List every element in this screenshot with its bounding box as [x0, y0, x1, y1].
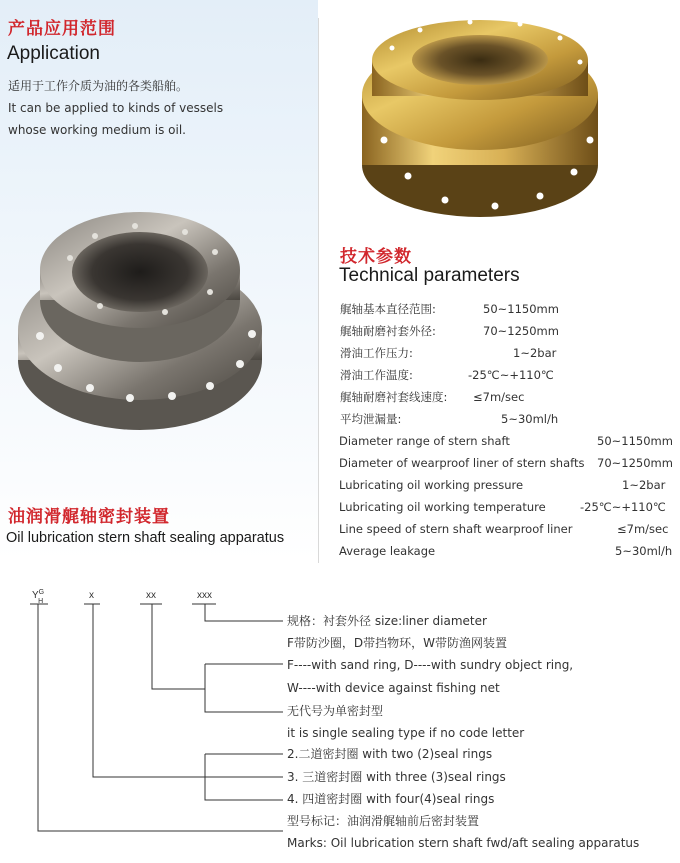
table-row: [339, 519, 674, 539]
technical-title-cn: 技术参数: [340, 247, 412, 267]
param-label: Line speed of stern shaft wearproof liner: [339, 522, 573, 536]
legend-line: F带防沙圈，D带挡物环，W带防渔网装置: [287, 636, 508, 650]
table-row: [340, 343, 580, 363]
param-label: 滑油工作压力:: [340, 346, 413, 360]
model-code-y: $Y^G$: [32, 589, 45, 601]
product-title-en: Oil lubrication stern shaft sealing apparatus: [6, 530, 285, 546]
param-value: ≤7m/sec: [617, 522, 669, 536]
application-desc-en-1: It can be applied to kinds of vessels: [8, 101, 224, 115]
legend-line: F----with sand ring, D----with sundry object ring,: [287, 658, 574, 672]
param-label: 艉轴耐磨衬套外径:: [340, 324, 436, 338]
table-row: [340, 299, 580, 319]
param-value: -25℃~+110℃: [580, 500, 666, 514]
technical-title-en: Technical parameters: [339, 265, 520, 286]
param-value: 70~1250mm: [483, 324, 559, 338]
param-label: 艉轴耐磨衬套线速度:: [340, 390, 448, 404]
param-value: 50~1150mm: [597, 434, 673, 448]
param-label: 平均泄漏量:: [340, 412, 402, 426]
legend-line: W----with device against fishing net: [287, 681, 500, 695]
param-value: 1~2bar: [513, 346, 557, 360]
table-row: [340, 365, 580, 385]
table-row: [339, 541, 674, 561]
table-row: [339, 453, 674, 473]
table-row: [340, 387, 580, 407]
application-desc-cn: 适用于工作介质为油的各类船舶。: [8, 79, 189, 93]
param-value: 50~1150mm: [483, 302, 559, 316]
param-value: 1~2bar: [622, 478, 666, 492]
legend-line: it is single sealing type if no code letter: [287, 726, 525, 740]
application-desc-en-2: whose working medium is oil.: [8, 123, 186, 137]
param-value: -25℃~+110℃: [468, 368, 554, 382]
table-row: [339, 475, 674, 495]
application-title-en: Application: [7, 43, 100, 64]
table-row: [340, 321, 580, 341]
model-code-x: x: [89, 590, 94, 601]
model-code-xxx: xxx: [197, 590, 212, 601]
table-row: [340, 409, 580, 429]
legend-line: 4. 四道密封圈 with four(4)seal rings: [287, 792, 495, 806]
legend-line: 型号标记：油润滑艉轴前后密封装置: [287, 814, 480, 828]
application-title-cn: 产品应用范围: [8, 19, 116, 39]
param-label: 艉轴基本直径范围:: [340, 302, 436, 316]
param-label: Diameter range of stern shaft: [339, 434, 510, 448]
param-label: Lubricating oil working temperature: [339, 500, 546, 514]
param-value: 5~30ml/h: [501, 412, 559, 426]
model-code-xx: xx: [146, 590, 156, 601]
legend-line: 3. 三道密封圈 with three (3)seal rings: [287, 770, 506, 784]
param-value: 70~1250mm: [597, 456, 673, 470]
model-code-y-sub: H: [38, 597, 44, 605]
table-row: [339, 497, 674, 517]
param-label: Average leakage: [339, 544, 436, 558]
param-value: ≤7m/sec: [473, 390, 525, 404]
legend-line: 无代号为单密封型: [287, 704, 384, 718]
param-label: Diameter of wearproof liner of stern shafts: [339, 456, 585, 470]
param-label: Lubricating oil working pressure: [339, 478, 524, 492]
legend-line: Marks: Oil lubrication stern shaft fwd/aft sealing apparatus: [287, 836, 640, 850]
legend-line: 2.二道密封圈 with two (2)seal rings: [287, 747, 493, 761]
legend-line: 规格：衬套外径 size:liner diameter: [287, 614, 487, 628]
table-row: [339, 431, 674, 451]
param-value: 5~30ml/h: [615, 544, 673, 558]
column-divider: [318, 18, 319, 563]
param-label: 滑油工作温度:: [340, 368, 413, 382]
product-title-cn: 油润滑艉轴密封装置: [8, 507, 170, 527]
